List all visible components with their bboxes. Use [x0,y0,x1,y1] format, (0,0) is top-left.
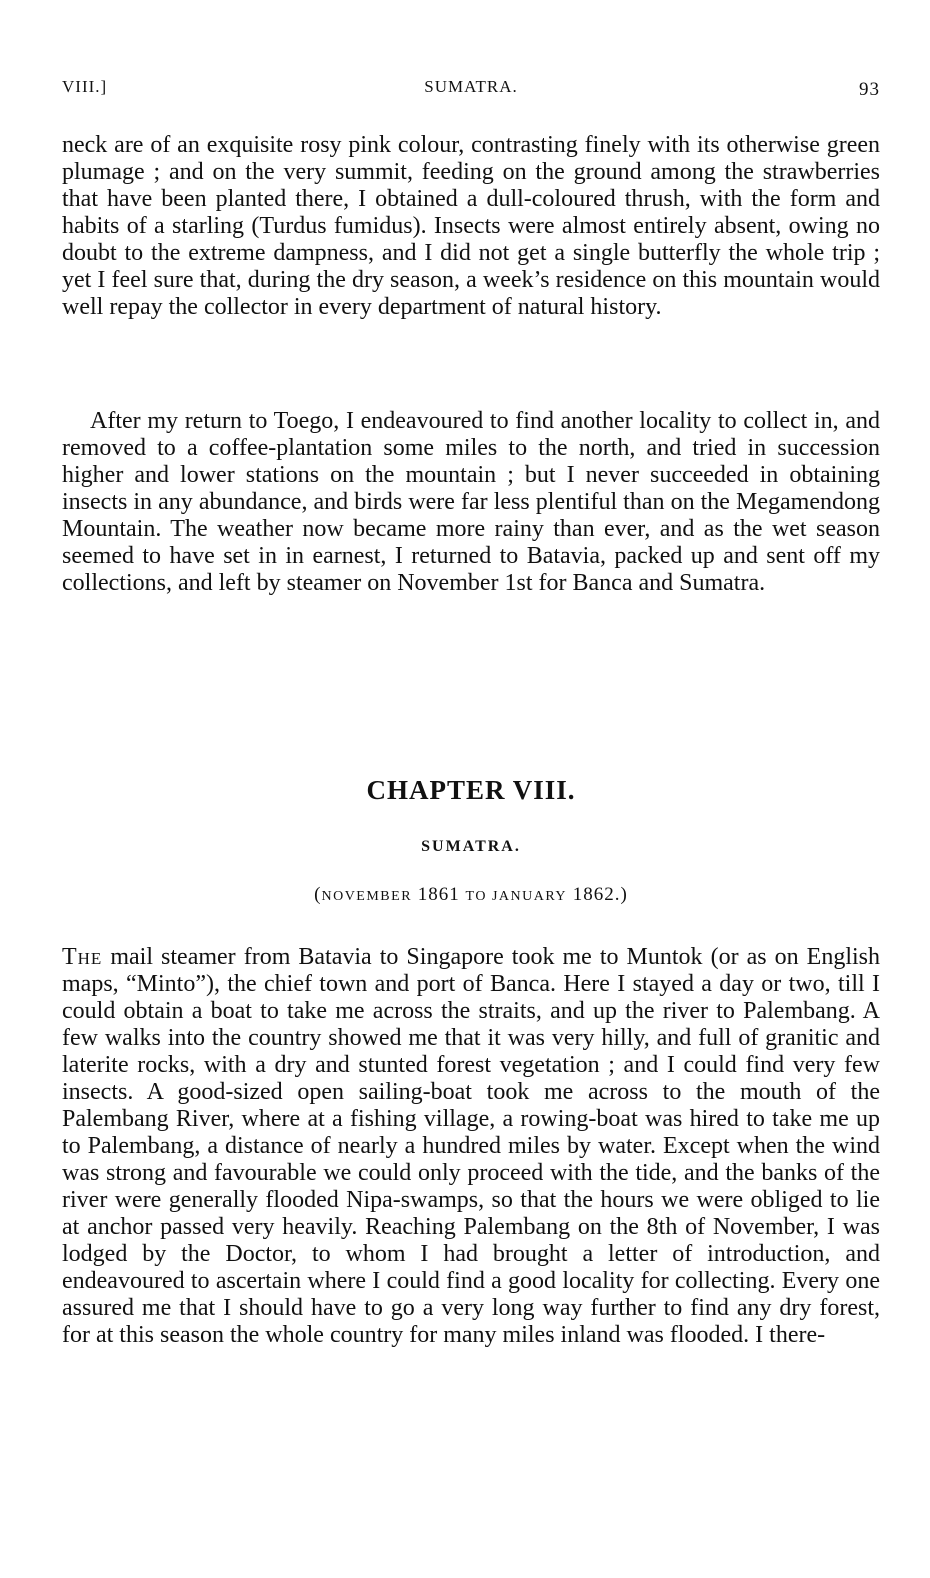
year-end: 1862.) [567,884,628,905]
chapter-dates [62,884,880,906]
page-number: 93 [859,79,880,100]
dates-to: TO [465,889,487,904]
opening-word: The [62,944,103,970]
opening-paragraph-text: mail steamer from Batavia to Singapore took me to Muntok (or as on English maps, “Minto”), the chief town and port of Banca. Here I stayed a day or two, till I could obtain a boat to take me across the straits, and up the river to Palembang. A few walks into the country showed me that it was very hilly, and full of granitic and laterite rocks, with a dry and stunted forest vegetation ; and I could find very few insects. A good-sized open sailing-boat took me across to the mouth of the Palembang River, where at a fishing village, a rowing-boat was hired to take me up to Palembang, a distance of nearly a hundred miles by water. Except when the wind was strong and favourable we could only proceed with the tide, and the banks of the river were generally flooded Nipa-swamps, so that the hours we were obliged to lie at anchor passed very heavily. Reaching Palembang on the 8th of November, I was lodged by the Doctor, to whom I had brought a letter of introduction, and endeavoured to ascertain where I could find a good locality for collecting. Every one assured me that I should have to go a very long way further to find any dry forest, for at this season the whole country for many miles inland was flooded. I there- [62,944,880,1348]
paragraph-continued: neck are of an exquisite rosy pink colour, contrasting finely with its otherwise green plumage ; and on the very summit, feeding on the ground among the strawberries that have been planted there, I obtained a dull-coloured thrush, with the form and habits of a starling (Turdus fumidus). Insects were almost entirely absent, owing no doubt to the extreme dampness, and I did not get a single butterfly the whole trip ; yet I feel sure that, during the dry season, a week’s residence on this mountain would well repay the collector in every department of natural history. [62,132,880,320]
month-end: JANUARY [486,889,568,904]
paragraph-chapter-opening [62,944,880,1349]
chapter-title: CHAPTER VIII. [366,775,576,805]
chapter-subtitle: SUMATRA. [421,838,521,855]
year-start: 1861 [412,884,466,905]
header-section: VIII.] [62,77,108,96]
header-title: SUMATRA. [424,77,518,96]
paragraph-return-to-toego: After my return to Toego, I endeavoured to find another locality to collect in, and removed to a coffee-plantation some miles to the north, and tried in succession higher and lower stations on the mountain ; but I never succeeded in obtaining insects in any abundance, and birds were far less plentiful than on the Megamendong Mountain. The weather now became more rainy than ever, and as the wet season seemed to have set in in earnest, I returned to Batavia, packed up and sent off my collections, and left by steamer on November 1st for Banca and Sumatra. [62,408,880,596]
dates-open: ( [314,884,322,905]
running-header [62,77,880,101]
month-start: NOVEMBER [321,889,413,904]
